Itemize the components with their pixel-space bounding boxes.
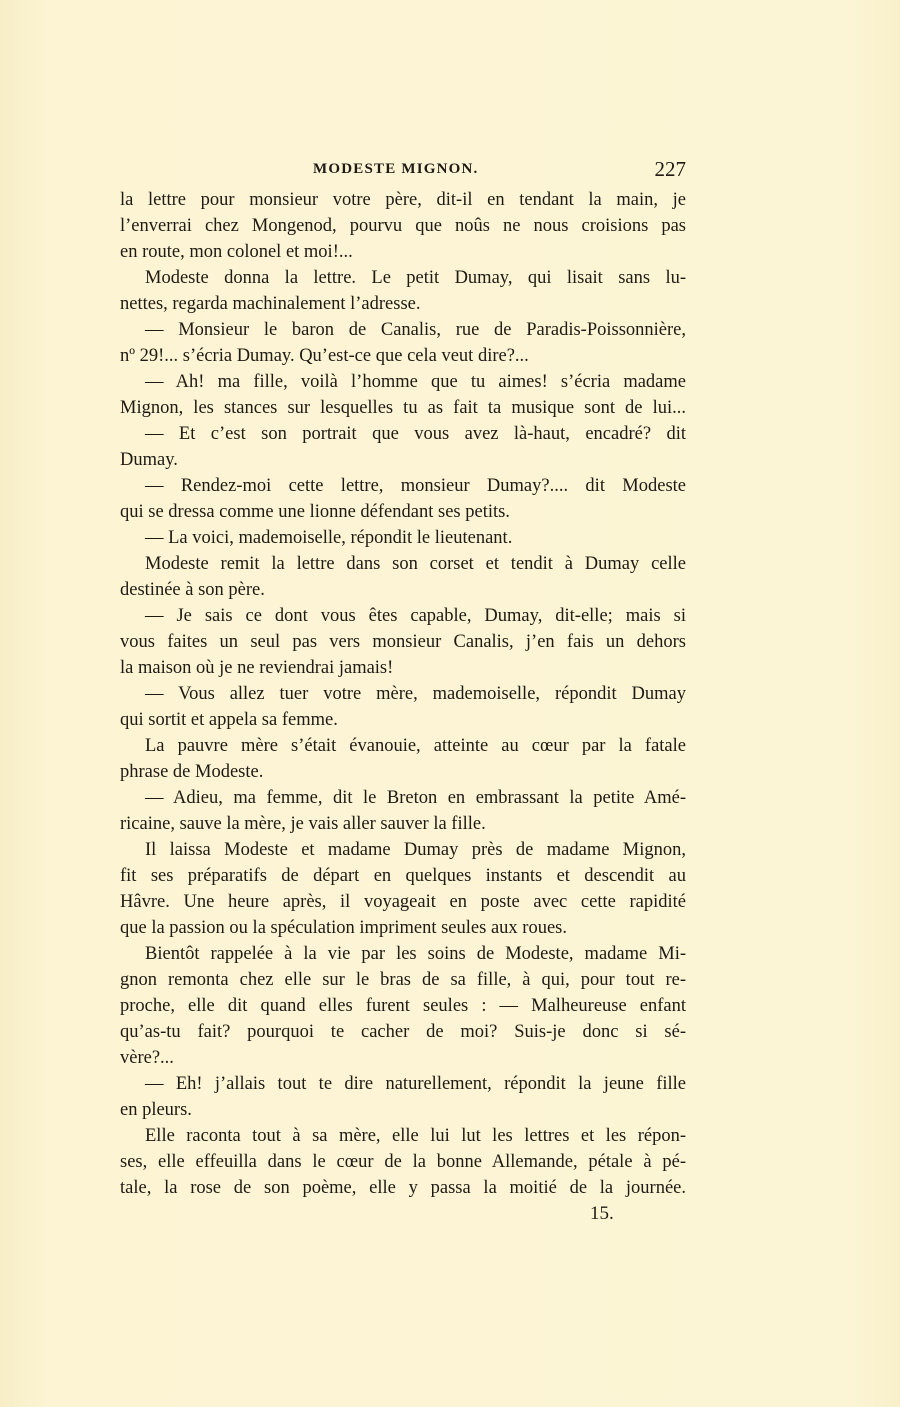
text-line: nettes, regarda machinalement l’adresse. [120, 294, 421, 314]
text-line: — Ah! ma fille, voilà l’homme que tu aimes! s’écria madame [145, 372, 686, 392]
text-line: la maison où je ne reviendrai jamais! [120, 658, 394, 678]
text-line: Modeste donna la lettre. Le petit Dumay, qui lisait sans lu- [145, 268, 686, 288]
text-line: — Rendez-moi cette lettre, monsieur Dumay?.... dit Modeste [145, 476, 686, 496]
text-line: — Eh! j’allais tout te dire naturellement, répondit la jeune fille [145, 1074, 686, 1094]
text-line: l’enverrai chez Mongenod, pourvu que noûs ne nous croisions pas [120, 216, 686, 236]
text-line: Il laissa Modeste et madame Dumay près de madame Mignon, [145, 840, 686, 860]
text-line: en route, mon colonel et moi!... [120, 242, 353, 262]
text-line: tale, la rose de son poème, elle y passa la moitié de la journée. [120, 1178, 686, 1198]
text-line: phrase de Modeste. [120, 762, 264, 782]
text-line: la lettre pour monsieur votre père, dit-il en tendant la main, je [120, 190, 686, 210]
page-header [120, 157, 686, 183]
text-line: — Vous allez tuer votre mère, mademoiselle, répondit Dumay [145, 684, 686, 704]
text-line: fit ses préparatifs de départ en quelques instants et descendit au [120, 866, 686, 886]
text-line: Mignon, les stances sur lesquelles tu as fait ta musique sont de lui... [120, 398, 686, 418]
text-line: vère?... [120, 1048, 174, 1068]
text-line: — Monsieur le baron de Canalis, rue de Paradis-Poissonnière, [145, 320, 686, 340]
text-line: Dumay. [120, 450, 178, 470]
text-line: qui sortit et appela sa femme. [120, 710, 338, 730]
text-line: — Adieu, ma femme, dit le Breton en embrassant la petite Amé- [145, 788, 686, 808]
body-text [120, 187, 686, 1201]
text-line: La pauvre mère s’était évanouie, atteinte au cœur par la fatale [145, 736, 686, 756]
text-line: Bientôt rappelée à la vie par les soins de Modeste, madame Mi- [145, 944, 686, 964]
text-line: ses, elle effeuilla dans le cœur de la bonne Allemande, pétale à pé- [120, 1152, 686, 1172]
text-line: proche, elle dit quand elles furent seules : — Malheureuse enfant [120, 996, 686, 1016]
text-line: que la passion ou la spéculation impriment seules aux roues. [120, 918, 567, 938]
text-line: ricaine, sauve la mère, je vais aller sauver la fille. [120, 814, 486, 834]
text-line: qu’as-tu fait? pourquoi te cacher de moi? Suis-je donc si sé- [120, 1022, 686, 1042]
text-line: vous faites un seul pas vers monsieur Canalis, j’en fais un dehors [120, 632, 686, 652]
page-number: 227 [654, 157, 686, 181]
text-line: Modeste remit la lettre dans son corset et tendit à Dumay celle [145, 554, 686, 574]
text-line: — La voici, mademoiselle, répondit le lieutenant. [145, 528, 513, 548]
text-line: destinée à son père. [120, 580, 265, 600]
text-line: nº 29!... s’écria Dumay. Qu’est-ce que cela veut dire?... [120, 346, 529, 366]
text-line: — Je sais ce dont vous êtes capable, Dumay, dit-elle; mais si [145, 606, 686, 626]
signature-mark: 15. [590, 1203, 614, 1224]
text-line: Hâvre. Une heure après, il voyageait en poste avec cette rapidité [120, 892, 686, 912]
text-line: gnon remonta chez elle sur le bras de sa fille, à qui, pour tout re- [120, 970, 686, 990]
text-line: qui se dressa comme une lionne défendant ses petits. [120, 502, 510, 522]
text-line: — Et c’est son portrait que vous avez là-haut, encadré? dit [145, 424, 686, 444]
text-line: en pleurs. [120, 1100, 192, 1120]
text-line: Elle raconta tout à sa mère, elle lui lut les lettres et les répon- [145, 1126, 686, 1146]
running-title: MODESTE MIGNON. [313, 161, 479, 177]
